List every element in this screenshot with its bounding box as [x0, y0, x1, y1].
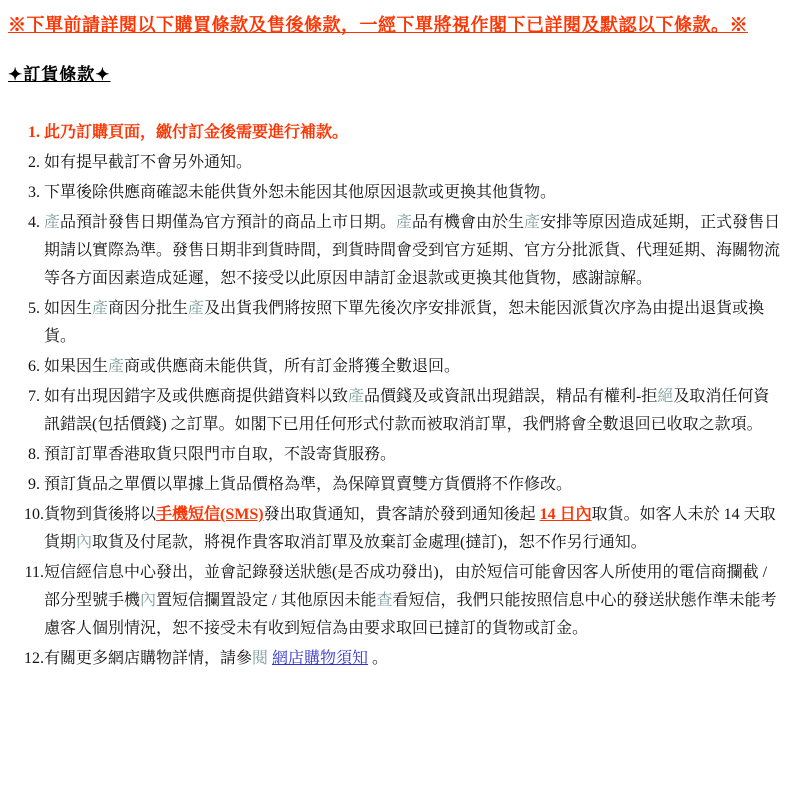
text-segment: 內 — [140, 592, 157, 609]
list-item — [8, 179, 799, 207]
list-item-number: 2. — [28, 154, 44, 171]
list-item — [8, 471, 799, 499]
list-item — [8, 501, 799, 557]
list-item — [8, 295, 799, 351]
section-title: ✦訂貨條款✦ — [8, 65, 111, 84]
text-segment: 取貨及付尾款，將視作貴客取消訂單及放棄訂金處理(撻訂)，恕不作另行通知。 — [92, 534, 647, 551]
text-segment: 14 日內 — [539, 506, 592, 523]
text-segment: 查 — [376, 592, 393, 609]
text-segment: 及出貨我們將按照下單先後次序安排派貨，恕未能因派貨次序為由提出退貨或換貨。 — [44, 300, 765, 345]
text-segment: 如果因生 — [44, 358, 109, 375]
text-segment: 品有機會由於生 — [412, 214, 525, 231]
text-segment: 看短信，我們只能按照信息中心的發送狀態作準未能考慮客人個別情況，恕不接受未有收到短信為由要求取回已撻訂的貨物或訂金。 — [44, 592, 777, 637]
text-segment: 如因生 — [44, 300, 93, 317]
text-segment: 品預計發售日期僅為官方預計的商品上市日期。 — [60, 214, 397, 231]
list-item-text — [44, 119, 799, 147]
list-item — [8, 209, 799, 293]
list-item — [8, 645, 799, 673]
list-item — [8, 559, 799, 643]
list-item-number: 12. — [24, 650, 44, 667]
list-item-text — [44, 559, 799, 643]
list-item-text — [44, 295, 799, 351]
list-item-number: 11. — [24, 564, 44, 581]
text-segment: 及取消任何資訊錯誤(包括價錢) 之訂單。如閣下已用任何形式付款而被取消訂單，我們將會全數退回已收取之款項。 — [44, 388, 770, 433]
text-segment: 置短信攔置設定 / 其他原因未能 — [156, 592, 377, 609]
list-item-number: 1. — [28, 124, 44, 141]
text-segment: 商或供應商未能供貨，所有訂金將獲全數退回。 — [124, 358, 461, 375]
list-item-text — [44, 353, 799, 381]
text-segment: 絕 — [657, 388, 674, 405]
list-item — [8, 353, 799, 381]
list-item-text — [44, 383, 799, 439]
text-segment: 取貨。如客人未於 14 天取貨期 — [44, 506, 776, 551]
list-item-text — [44, 441, 799, 469]
text-segment: 產 — [108, 358, 125, 375]
text-segment: 品價錢及或資訊出現錯誤，精品有權利-拒 — [364, 388, 658, 405]
text-segment: 閱 — [252, 650, 269, 667]
text-segment: 發出取貨通知，貴客請於發到通知後起 — [263, 506, 540, 523]
list-item-text — [44, 209, 799, 293]
warning-header: ※下單前請詳閱以下購買條款及售後條款，一經下單將視作閣下已詳閱及默認以下條款。※ — [8, 15, 748, 35]
terms-list — [8, 119, 799, 673]
text-segment: 此乃訂購頁面，繳付訂金後需要進行補款。 — [44, 124, 349, 141]
list-item-text — [44, 149, 799, 177]
shop-notice-link[interactable]: 網店購物須知 — [272, 650, 369, 667]
text-segment: 內 — [76, 534, 93, 551]
list-item-number: 3. — [28, 184, 44, 201]
list-item-number: 10. — [24, 506, 44, 523]
text-segment: 商因分批生 — [108, 300, 189, 317]
list-item — [8, 119, 799, 147]
list-item-number: 5. — [28, 300, 44, 317]
text-segment: 如有出現因錯字及或供應商提供錯資料以致 — [44, 388, 349, 405]
list-item — [8, 441, 799, 469]
text-segment: 下單後除供應商確認未能供貨外恕未能因其他原因退款或更換其他貨物。 — [44, 184, 557, 201]
text-segment: 產 — [44, 214, 61, 231]
text-segment: 預訂訂單香港取貨只限門市自取，不設寄貨服務。 — [44, 446, 397, 463]
text-segment: 貨物到貨後將以 — [44, 506, 157, 523]
text-segment: 短信經信息中心發出，並會記錄發送狀態(是否成功發出)，由於短信可能會因客人所使用的電信商攔截 / 部分型號手機 — [44, 564, 768, 609]
list-item-number: 8. — [28, 446, 44, 463]
text-segment: 產 — [188, 300, 205, 317]
list-item-number: 9. — [28, 476, 44, 493]
list-item-text — [44, 471, 799, 499]
text-segment: 手機短信(SMS) — [156, 506, 264, 523]
text-segment: 安排等原因造成延期，正式發售日期請以實際為準。發售日期非到貨時間，到貨時間會受到官方延期、官方分批派貨、代理延期、海關物流等各方面因素造成延遲，恕不接受以此原因申請訂金退款或更換其他貨物，感謝諒解。 — [44, 214, 781, 287]
text-segment: 如有提早截訂不會另外通知。 — [44, 154, 253, 171]
list-item — [8, 383, 799, 439]
list-item — [8, 149, 799, 177]
list-item-text — [44, 179, 799, 207]
list-item-number: 6. — [28, 358, 44, 375]
text-segment: 產 — [524, 214, 541, 231]
text-segment: 。 — [368, 650, 389, 667]
text-segment: 產 — [92, 300, 109, 317]
text-segment: 預訂貨品之單價以單據上貨品價格為準，為保障買賣雙方貨價將不作修改。 — [44, 476, 573, 493]
list-item-number: 4. — [28, 214, 44, 231]
list-item-text — [44, 645, 799, 673]
text-segment: 產 — [348, 388, 365, 405]
list-item-number: 7. — [28, 388, 44, 405]
list-item-text — [44, 501, 799, 557]
text-segment: 有關更多網店購物詳情，請參 — [44, 650, 253, 667]
text-segment: 產 — [396, 214, 413, 231]
